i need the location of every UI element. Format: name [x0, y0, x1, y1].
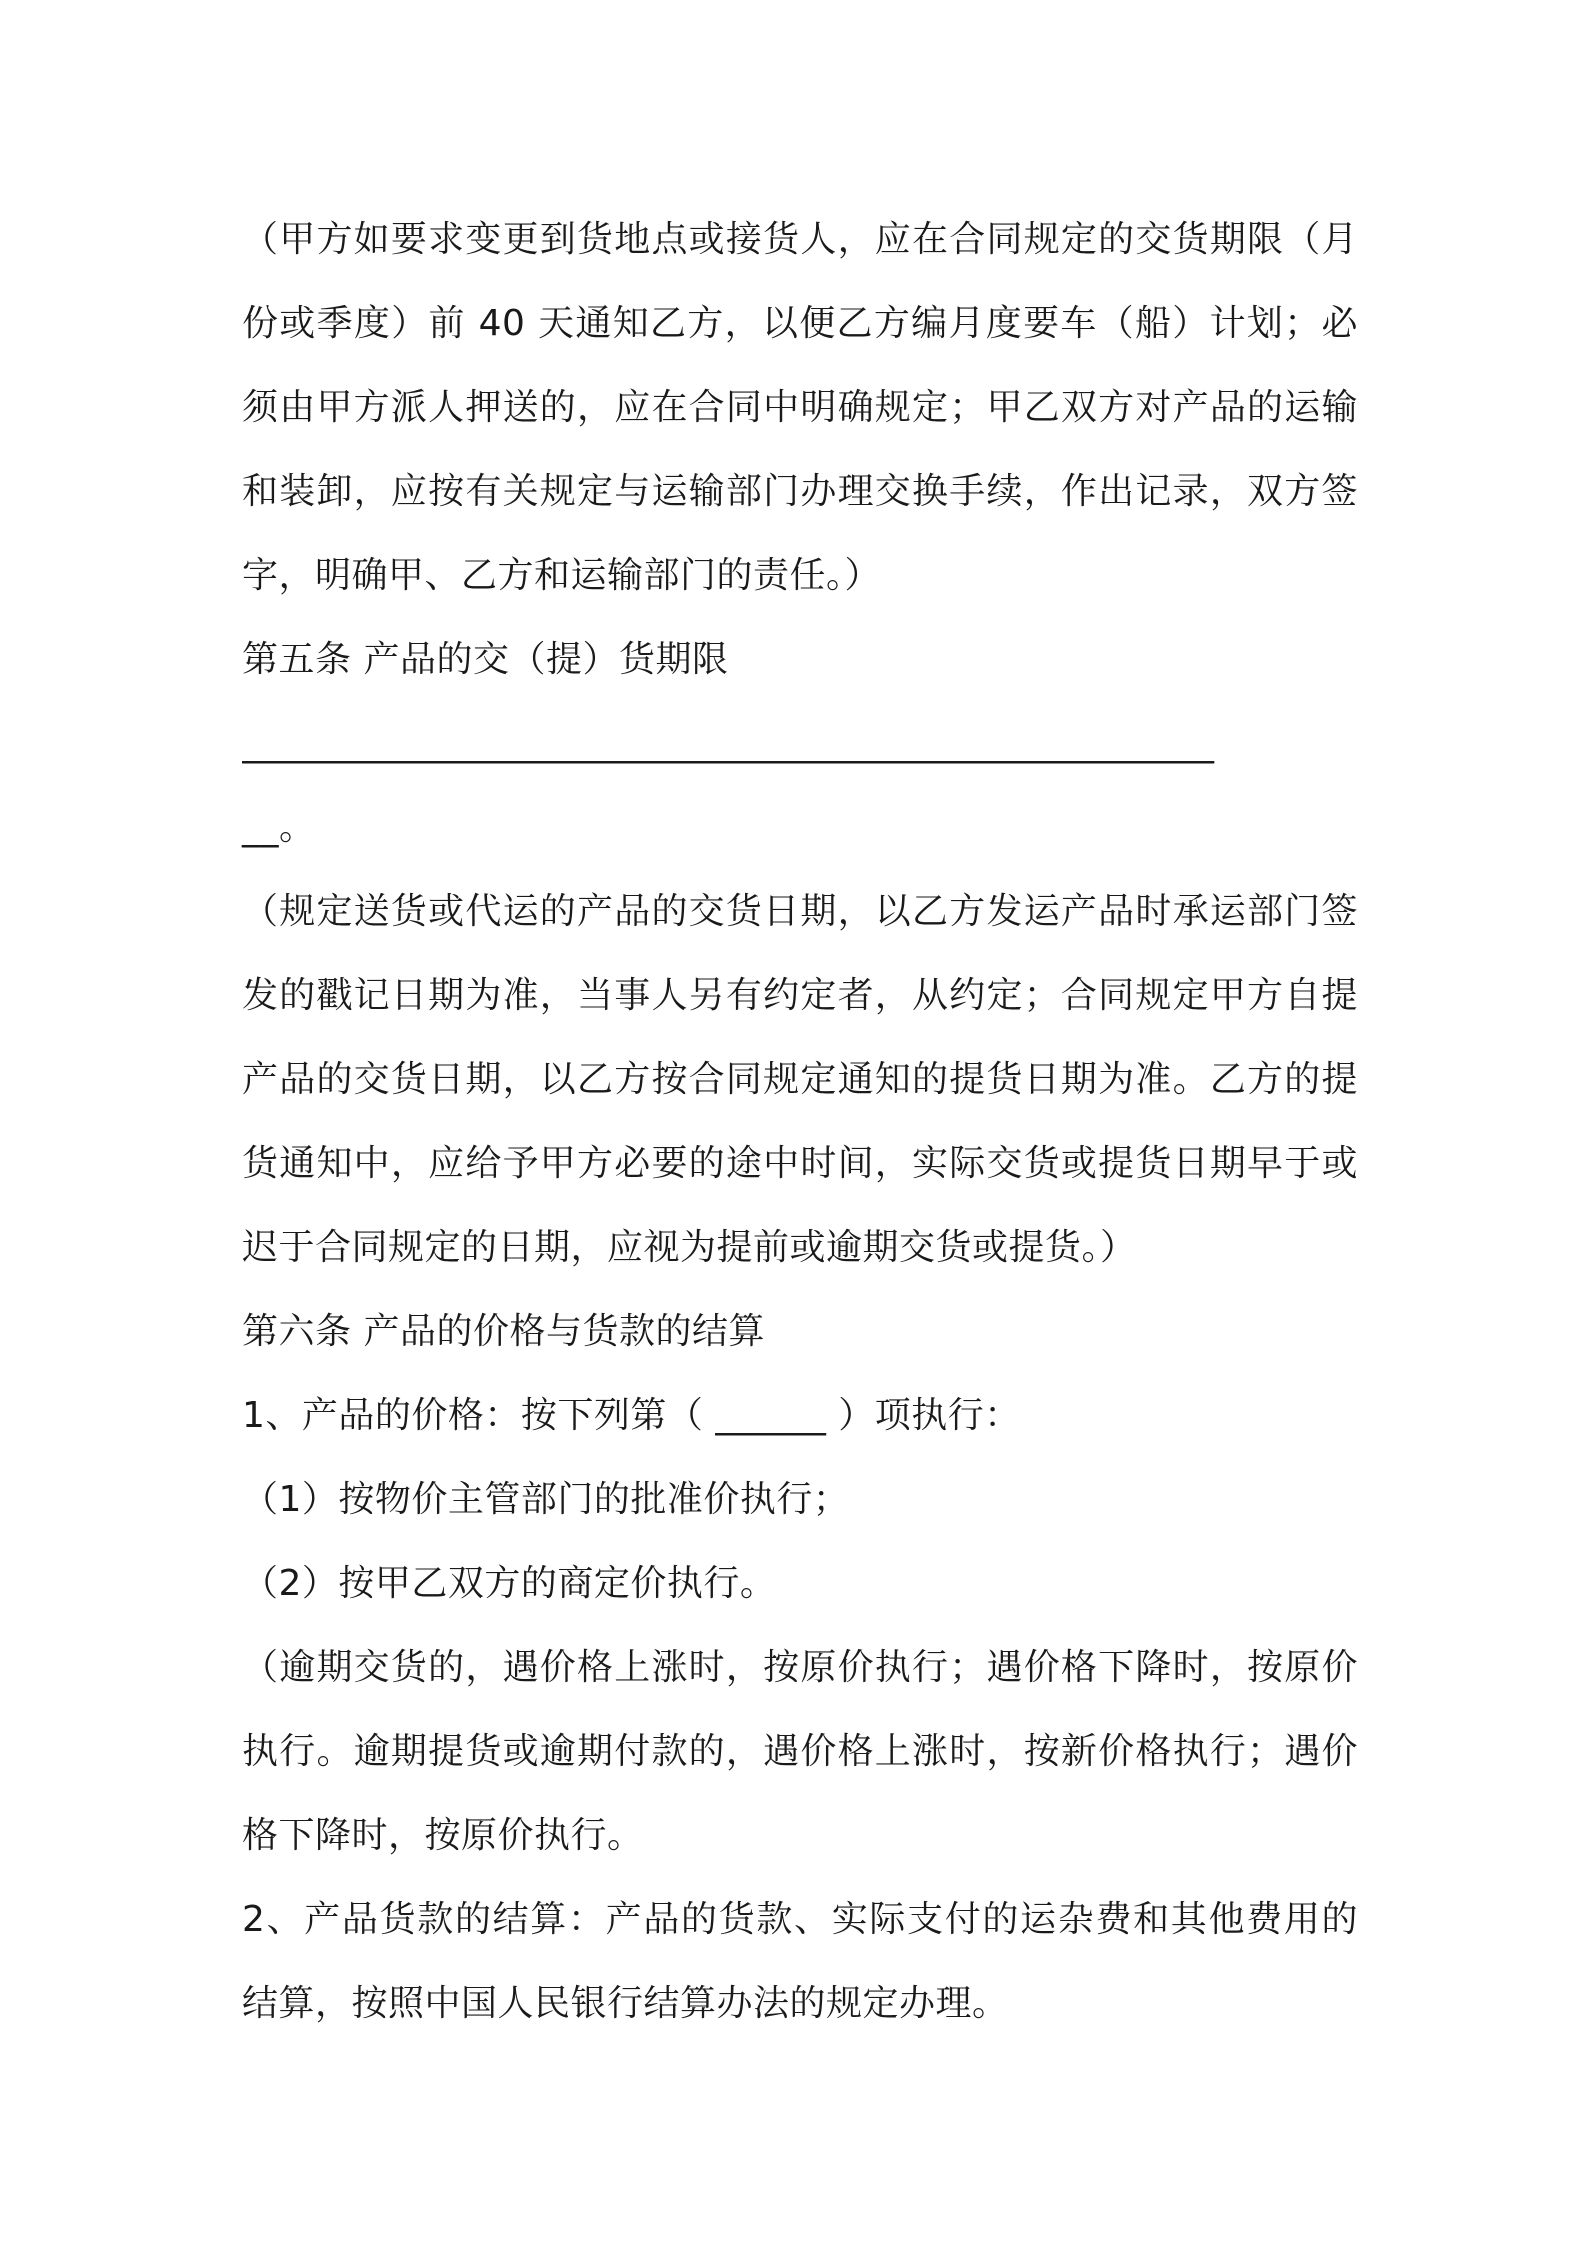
article-6-title: 第六条 产品的价格与货款的结算: [242, 1311, 765, 1352]
document-page: [242, 198, 1358, 2046]
paragraph-price-change: （逾期交货的，遇价格上涨时，按原价执行；遇价格下降时，按原价执行。逾期提货或逾期付款的，遇价格上涨时，按新价格执行；遇价格下降时，按原价执行。: [242, 1647, 1358, 1856]
item-1-price: 1、产品的价格：按下列第（ ______ ）项执行：: [242, 1395, 1021, 1436]
article-5-blank-end: __。: [242, 807, 316, 848]
item-1-option-1: （1）按物价主管部门的批准价执行；: [242, 1479, 850, 1520]
item-2-settlement: 2、产品货款的结算：产品的货款、实际支付的运杂费和其他费用的结算，按照中国人民银行结算办法的规定办理。: [242, 1899, 1358, 2024]
article-5-blank-line: ______________________________________________________: [242, 723, 1214, 764]
item-1-option-2: （2）按甲乙双方的商定价执行。: [242, 1563, 777, 1604]
paragraph-transport-notice: （甲方如要求变更到货地点或接货人，应在合同规定的交货期限（月份或季度）前 40 天通知乙方，以便乙方编月度要车（船）计划；必须由甲方派人押送的，应在合同中明确规定；甲乙双方对产品的运输和装卸，应按有关规定与运输部门办理交换手续，作出记录，双方签字，明确甲、乙方和运输部门的责任。）: [242, 219, 1358, 596]
article-5-title: 第五条 产品的交（提）货期限: [242, 639, 729, 680]
paragraph-delivery-date: （规定送货或代运的产品的交货日期，以乙方发运产品时承运部门签发的戳记日期为准，当事人另有约定者，从约定；合同规定甲方自提产品的交货日期，以乙方按合同规定通知的提货日期为准。乙方的提货通知中，应给予甲方必要的途中时间，实际交货或提货日期早于或迟于合同规定的日期，应视为提前或逾期交货或提货。）: [242, 891, 1358, 1268]
